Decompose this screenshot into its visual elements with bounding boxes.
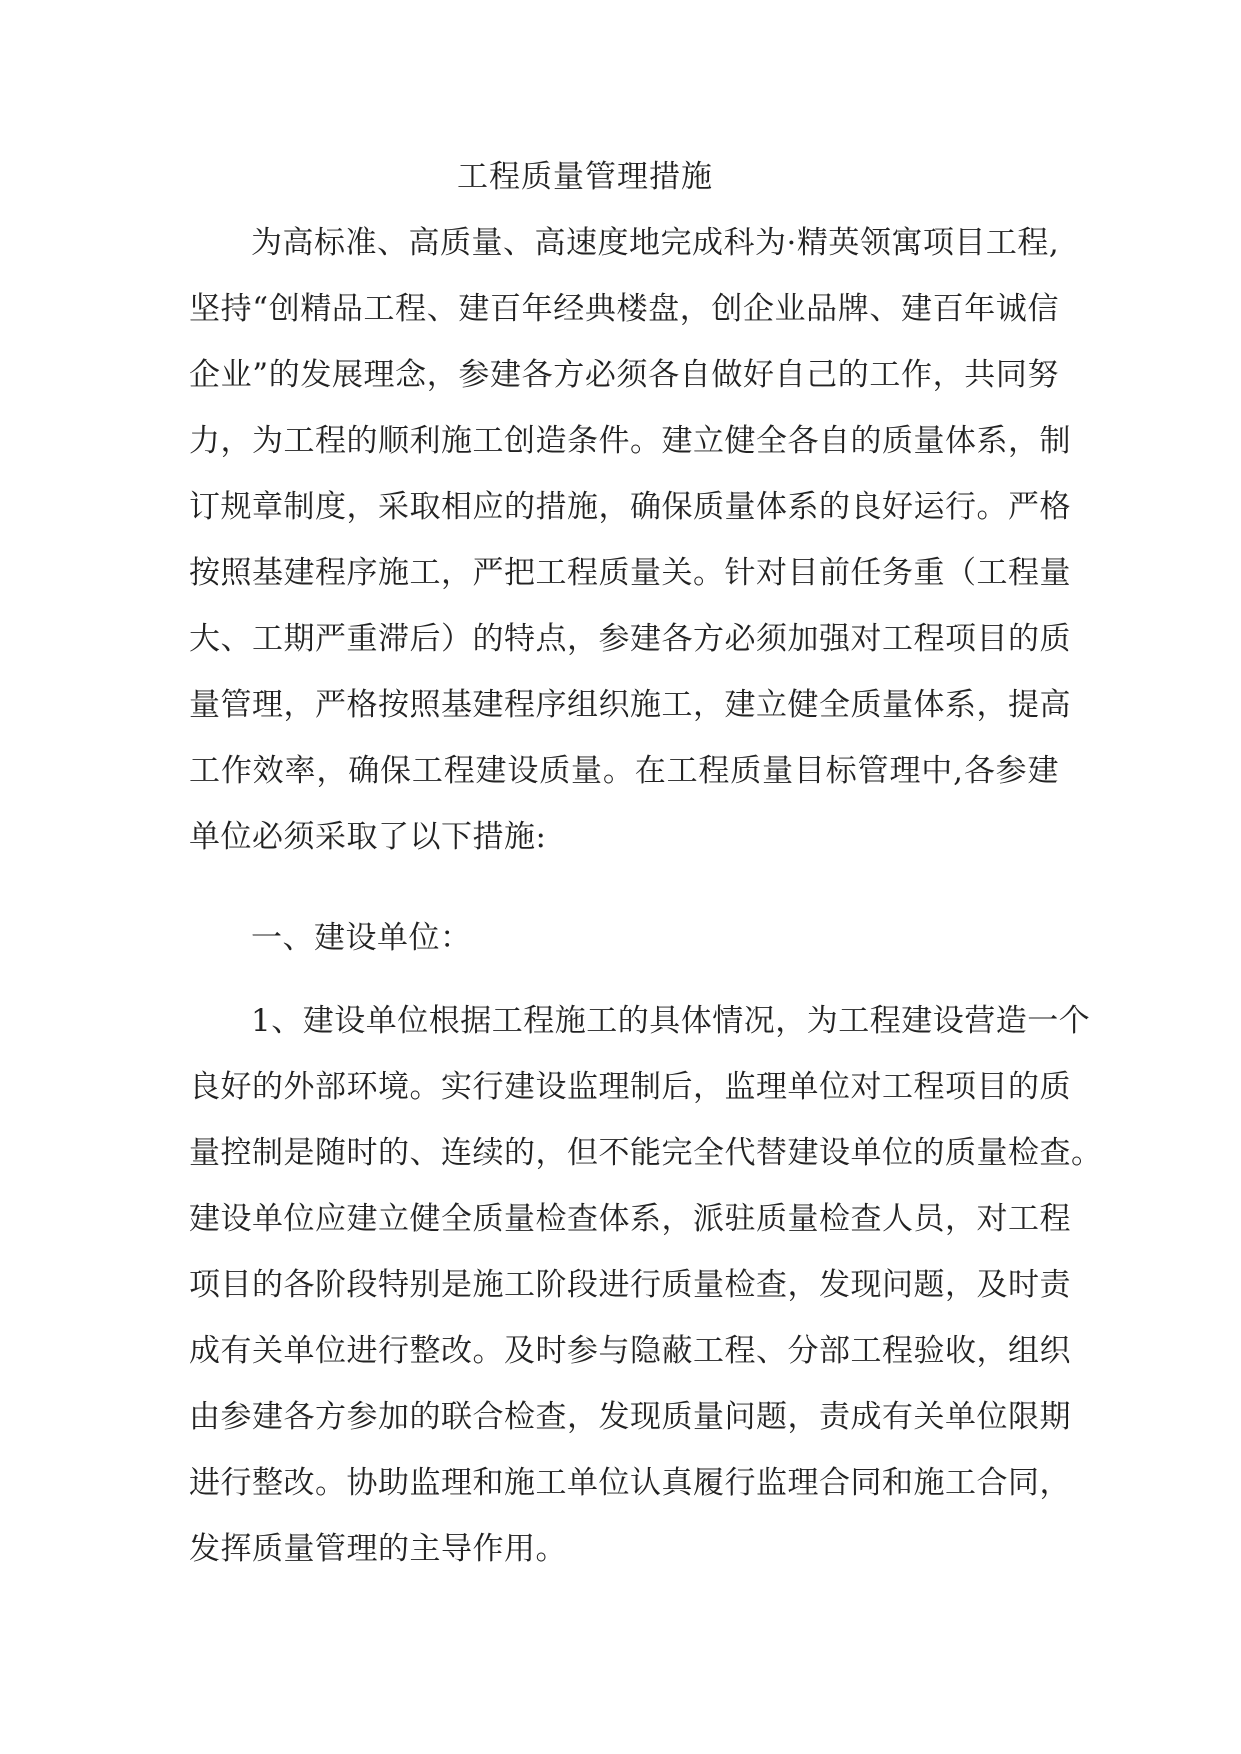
text-line: 按照基建程序施工，严把工程质量关。针对目前任务重（工程量 <box>189 555 1071 591</box>
text-line: 企业”的发展理念，参建各方必须各自做好自己的工作，共同努 <box>189 357 1059 393</box>
text-line: 由参建各方参加的联合检查，发现质量问题，责成有关单位限期 <box>189 1399 1071 1435</box>
text-line: 建设单位应建立健全质量检查体系，派驻质量检查人员，对工程 <box>189 1201 1071 1237</box>
text-line: 坚持“创精品工程、建百年经典楼盘，创企业品牌、建百年诚信 <box>189 291 1059 327</box>
document-title: 工程质量管理措施 <box>457 159 713 195</box>
text-line: 工作效率，确保工程建设质量。在工程质量目标管理中,各参建 <box>189 753 1059 789</box>
text-line: 量管理，严格按照基建程序组织施工，建立健全质量体系，提高 <box>189 687 1071 723</box>
text-line: 大、工期严重滞后）的特点，参建各方必须加强对工程项目的质 <box>189 621 1071 657</box>
text-line: 成有关单位进行整改。及时参与隐蔽工程、分部工程验收，组织 <box>189 1333 1071 1369</box>
section-heading-block <box>189 905 1059 971</box>
text-line: 1、建设单位根据工程施工的具体情况，为工程建设营造一个 <box>251 1003 1091 1039</box>
text-line: 发挥质量管理的主导作用。 <box>189 1531 567 1567</box>
text-line: 项目的各阶段特别是施工阶段进行质量检查，发现问题，及时责 <box>189 1267 1071 1303</box>
text-line: 为高标准、高质量、高速度地完成科为·精英领寓项目工程, <box>251 225 1060 261</box>
text-line: 量控制是随时的、连续的，但不能完全代替建设单位的质量检查。 <box>189 1135 1103 1171</box>
text-line: 良好的外部环境。实行建设监理制后，监理单位对工程项目的质 <box>189 1069 1071 1105</box>
item-1-paragraph <box>189 988 1103 1582</box>
intro-paragraph <box>189 210 1071 870</box>
section-heading: 一、建设单位： <box>251 920 472 956</box>
text-line: 单位必须采取了以下措施: <box>189 819 547 855</box>
text-line: 力，为工程的顺利施工创造条件。建立健全各自的质量体系，制 <box>189 423 1071 459</box>
text-line: 订规章制度，采取相应的措施，确保质量体系的良好运行。严格 <box>189 489 1071 525</box>
text-line: 进行整改。协助监理和施工单位认真履行监理合同和施工合同， <box>189 1465 1071 1501</box>
